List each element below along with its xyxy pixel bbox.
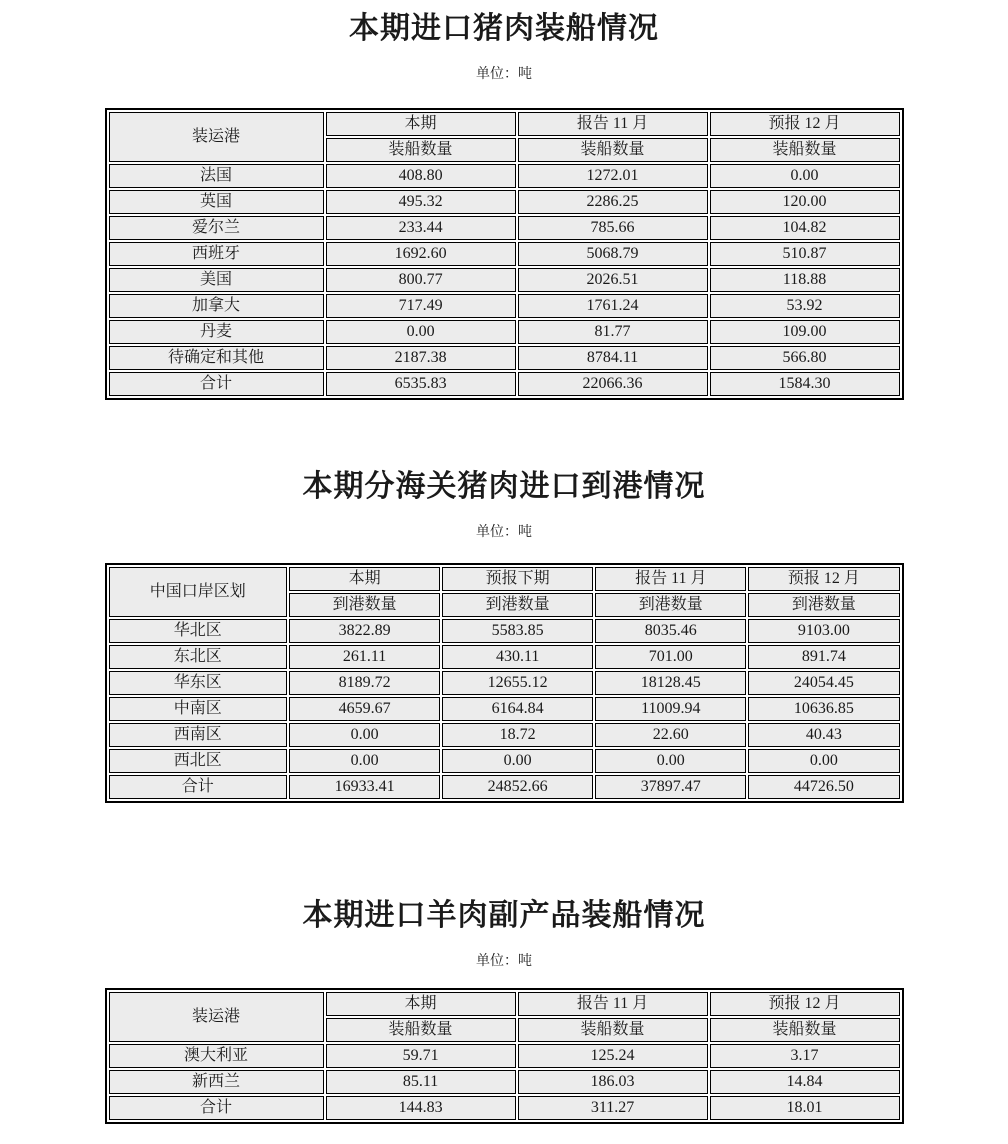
measure-header-cell: 装船数量 — [326, 1018, 516, 1042]
measure-header-cell: 装船数量 — [326, 138, 516, 162]
table-header — [109, 112, 900, 162]
value-cell: 37897.47 — [595, 775, 746, 799]
value-cell: 18.72 — [442, 723, 593, 747]
value-cell: 14.84 — [710, 1070, 900, 1094]
value-cell: 12655.12 — [442, 671, 593, 695]
value-cell: 0.00 — [289, 749, 440, 773]
table-row — [109, 749, 900, 773]
row-label-cell: 东北区 — [109, 645, 288, 669]
value-cell: 5583.85 — [442, 619, 593, 643]
period-header-cell: 本期 — [326, 992, 516, 1016]
row-label-cell: 英国 — [109, 190, 324, 214]
value-cell: 18.01 — [710, 1096, 900, 1120]
row-label-cell: 华北区 — [109, 619, 288, 643]
value-cell: 566.80 — [710, 346, 900, 370]
section-pork-arrival-by-customs — [0, 400, 1008, 803]
key-column-header: 中国口岸区划 — [109, 567, 288, 617]
period-header-cell: 本期 — [289, 567, 440, 591]
measure-header-cell: 装船数量 — [710, 1018, 900, 1042]
row-label-cell: 美国 — [109, 268, 324, 292]
row-label-cell: 丹麦 — [109, 320, 324, 344]
value-cell: 1761.24 — [518, 294, 708, 318]
table-row — [109, 164, 900, 188]
section-title: 本期进口猪肉装船情况 — [349, 12, 659, 45]
value-cell: 0.00 — [748, 749, 899, 773]
value-cell: 104.82 — [710, 216, 900, 240]
value-cell: 510.87 — [710, 242, 900, 266]
value-cell: 22066.36 — [518, 372, 708, 396]
measure-header-cell: 到港数量 — [595, 593, 746, 617]
table-row — [109, 697, 900, 721]
value-cell: 186.03 — [518, 1070, 708, 1094]
table-row — [109, 320, 900, 344]
section-pork-shipping — [0, 0, 1008, 400]
table-row — [109, 645, 900, 669]
value-cell: 8189.72 — [289, 671, 440, 695]
unit-label: 单位：吨 — [476, 525, 532, 540]
value-cell: 5068.79 — [518, 242, 708, 266]
value-cell: 701.00 — [595, 645, 746, 669]
value-cell: 59.71 — [326, 1044, 516, 1068]
row-label-cell: 合计 — [109, 372, 324, 396]
table-row — [109, 1070, 900, 1094]
row-label-cell: 西北区 — [109, 749, 288, 773]
value-cell: 800.77 — [326, 268, 516, 292]
value-cell: 430.11 — [442, 645, 593, 669]
value-cell: 1584.30 — [710, 372, 900, 396]
value-cell: 18128.45 — [595, 671, 746, 695]
value-cell: 10636.85 — [748, 697, 899, 721]
value-cell: 0.00 — [710, 164, 900, 188]
row-label-cell: 澳大利亚 — [109, 1044, 324, 1068]
value-cell: 125.24 — [518, 1044, 708, 1068]
table-body — [109, 164, 900, 396]
unit-label: 单位：吨 — [476, 954, 532, 969]
total-row — [109, 1096, 900, 1120]
value-cell: 44726.50 — [748, 775, 899, 799]
value-cell: 16933.41 — [289, 775, 440, 799]
value-cell: 8035.46 — [595, 619, 746, 643]
value-cell: 40.43 — [748, 723, 899, 747]
value-cell: 24852.66 — [442, 775, 593, 799]
table-row — [109, 190, 900, 214]
value-cell: 2026.51 — [518, 268, 708, 292]
table-row — [109, 1044, 900, 1068]
value-cell: 6535.83 — [326, 372, 516, 396]
header-row — [109, 992, 900, 1016]
value-cell: 261.11 — [289, 645, 440, 669]
total-row — [109, 372, 900, 396]
value-cell: 4659.67 — [289, 697, 440, 721]
row-label-cell: 合计 — [109, 1096, 324, 1120]
row-label-cell: 待确定和其他 — [109, 346, 324, 370]
period-header-cell: 预报下期 — [442, 567, 593, 591]
period-header-cell: 报告 11 月 — [518, 992, 708, 1016]
value-cell: 2187.38 — [326, 346, 516, 370]
section-title: 本期分海关猪肉进口到港情况 — [302, 470, 706, 503]
measure-header-cell: 装船数量 — [518, 138, 708, 162]
value-cell: 717.49 — [326, 294, 516, 318]
table-body — [109, 1044, 900, 1120]
value-cell: 891.74 — [748, 645, 899, 669]
row-label-cell: 西南区 — [109, 723, 288, 747]
measure-header-cell: 到港数量 — [442, 593, 593, 617]
value-cell: 22.60 — [595, 723, 746, 747]
table-row — [109, 346, 900, 370]
value-cell: 6164.84 — [442, 697, 593, 721]
row-label-cell: 合计 — [109, 775, 288, 799]
value-cell: 408.80 — [326, 164, 516, 188]
row-label-cell: 新西兰 — [109, 1070, 324, 1094]
value-cell: 109.00 — [710, 320, 900, 344]
row-label-cell: 爱尔兰 — [109, 216, 324, 240]
table-body — [109, 619, 900, 799]
total-row — [109, 775, 900, 799]
value-cell: 0.00 — [326, 320, 516, 344]
value-cell: 233.44 — [326, 216, 516, 240]
measure-header-cell: 装船数量 — [710, 138, 900, 162]
value-cell: 1272.01 — [518, 164, 708, 188]
table-row — [109, 242, 900, 266]
table-row — [109, 216, 900, 240]
period-header-cell: 预报 12 月 — [710, 112, 900, 136]
period-header-cell: 本期 — [326, 112, 516, 136]
value-cell: 118.88 — [710, 268, 900, 292]
measure-header-cell: 装船数量 — [518, 1018, 708, 1042]
value-cell: 3822.89 — [289, 619, 440, 643]
value-cell: 785.66 — [518, 216, 708, 240]
row-label-cell: 中南区 — [109, 697, 288, 721]
value-cell: 120.00 — [710, 190, 900, 214]
value-cell: 3.17 — [710, 1044, 900, 1068]
measure-header-cell: 到港数量 — [748, 593, 899, 617]
unit-label: 单位：吨 — [476, 67, 532, 82]
key-column-header: 装运港 — [109, 992, 324, 1042]
row-label-cell: 法国 — [109, 164, 324, 188]
value-cell: 9103.00 — [748, 619, 899, 643]
table-row — [109, 619, 900, 643]
value-cell: 144.83 — [326, 1096, 516, 1120]
section-lamb-byproducts-shipping — [0, 803, 1008, 1124]
table-row — [109, 671, 900, 695]
pork-arrival-table — [105, 563, 904, 803]
value-cell: 53.92 — [710, 294, 900, 318]
period-header-cell: 预报 12 月 — [748, 567, 899, 591]
value-cell: 11009.94 — [595, 697, 746, 721]
table-header — [109, 992, 900, 1042]
table-header — [109, 567, 900, 617]
key-column-header: 装运港 — [109, 112, 324, 162]
value-cell: 8784.11 — [518, 346, 708, 370]
period-header-cell: 报告 11 月 — [595, 567, 746, 591]
pork-shipping-table — [105, 108, 904, 400]
value-cell: 0.00 — [289, 723, 440, 747]
row-label-cell: 西班牙 — [109, 242, 324, 266]
row-label-cell: 华东区 — [109, 671, 288, 695]
value-cell: 495.32 — [326, 190, 516, 214]
table-row — [109, 268, 900, 292]
section-title: 本期进口羊肉副产品装船情况 — [302, 899, 706, 932]
table-row — [109, 723, 900, 747]
value-cell: 2286.25 — [518, 190, 708, 214]
value-cell: 311.27 — [518, 1096, 708, 1120]
measure-header-cell: 到港数量 — [289, 593, 440, 617]
value-cell: 0.00 — [442, 749, 593, 773]
row-label-cell: 加拿大 — [109, 294, 324, 318]
value-cell: 24054.45 — [748, 671, 899, 695]
period-header-cell: 预报 12 月 — [710, 992, 900, 1016]
value-cell: 81.77 — [518, 320, 708, 344]
header-row — [109, 567, 900, 591]
value-cell: 0.00 — [595, 749, 746, 773]
value-cell: 1692.60 — [326, 242, 516, 266]
value-cell: 85.11 — [326, 1070, 516, 1094]
period-header-cell: 报告 11 月 — [518, 112, 708, 136]
lamb-byproducts-table — [105, 988, 904, 1124]
table-row — [109, 294, 900, 318]
header-row — [109, 112, 900, 136]
